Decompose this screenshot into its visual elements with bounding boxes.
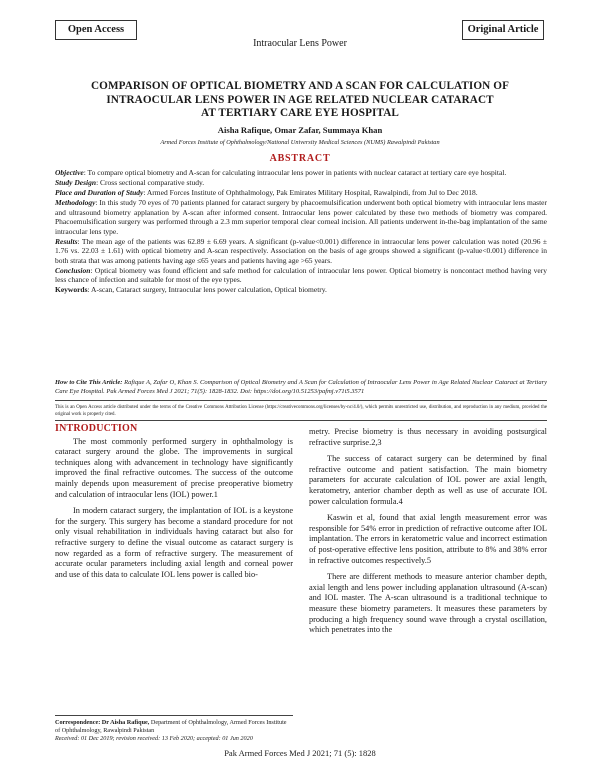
abstract-place [55,188,547,198]
results-label: Results [55,236,78,246]
keywords-text: : A-scan, Cataract surgery, Intraocular lens power calculation, Optical biometry. [87,285,327,294]
page-footer: Pak Armed Forces Med J 2021; 71 (5): 1828 [224,748,376,758]
abstract-design [55,178,547,188]
article-title [80,80,520,121]
received-dates: Received: 01 Dec 2019; revision received: 13 Feb 2020; accepted: 01 Jun 2020 [55,735,253,743]
design-text: : Cross sectional comparative study. [96,178,205,187]
correspondence-text: Department of Ophthalmology, Armed Forces Institute of Ophthalmology, Rawalpindi Pakistan [55,719,287,735]
right-paragraph-3: There are different methods to measure anterior chamber depth, axial length and lens power including applanation ultrasound (A-scan) and IOL master. The A-scan ultrasound is a traditional technique to measure these biometry parameters. It measures these parameters by producing a high frequency sound wave through a crystal oscillation, which penetrates into the [309,572,547,635]
right-paragraph-0: metry. Precise biometry is thus necessary in avoiding postsurgical refractive surprise.2,3 [309,427,547,447]
abstract [55,168,547,295]
correspondence-label: Correspondence: Dr Aisha Rafique, [55,719,150,726]
abstract-objective [55,168,547,178]
right-column [309,427,547,642]
abstract-results [55,237,547,266]
correspondence-address [55,719,293,735]
affiliation: Armed Forces Institute of Ophthalmology/National University Medical Sciences (NUMS) Rawalpindi Pakistan [160,139,440,146]
intro-paragraph-1: The most commonly performed surgery in ophthalmology is cataract surgery around the globe. The improvements in surgical techniques along with advancement in technology have significantly improved the final refractive outcomes. The success of the outcome mainly depends upon measurement of precise preoperative biometry and calculation of intraocular lens (IOL) power.1 [55,436,293,499]
objective-text: : To compare optical biometry and A-scan for calculating intraocular lens power in patients with nuclear cataract at tertiary care eye hospital. [83,168,507,177]
title-line-3: AT TERTIARY CARE EYE HOSPITAL [201,107,399,119]
left-column [55,424,293,586]
results-text: : The mean age of the patients was 62.89 ± 6.69 years. A significant (p-value<0.001) difference in intraocular lens power calculation was noted (20.96 ± 1.76 vs. 22.03 ± 1.61) with optical biometry and A-scan respectively. Association on the basis of age groups showed a significant (p-value<0.001) difference in both strata that was among patients having age ≤65 years and patients having age >65 years. [55,236,547,265]
methodology-label: Methodology [55,198,96,207]
abstract-methodology [55,198,547,236]
introduction-heading: INTRODUCTION [55,423,138,434]
citation-label: How to Cite This Article: [55,379,123,386]
place-label: Place and Duration of Study [55,188,144,197]
conclusion-label: Conclusion [55,265,91,275]
abstract-keywords [55,285,547,295]
license-notice: This is an Open Access article distributed under the terms of the Creative Commons Attribution License (https://creativecommons.org/licenses/by-nc/4.0/), which permits unrestricted use, distribution, and reproduction in any medium, provided the original work is properly cited. [55,400,547,421]
authors: Aisha Rafique, Omar Zafar, Summaya Khan [217,125,383,135]
intro-paragraph-2: In modern cataract surgery, the implantation of IOL is a keystone for the surgery. This surgery has become a standard procedure for not only visual rehabilitation in individuals having cataract but also for refractive surgery to define the visual outcome as cataract surgery is now regarded as a form of refractive surgery. The measurement of accurate ocular parameters including axial length and corneal power and use of this data to calculate IOL lens power is called bio- [55,506,293,579]
title-line-2: INTRAOCULAR LENS POWER IN AGE RELATED NUCLEAR CATARACT [106,93,494,106]
place-text: : Armed Forces Institute of Ophthalmology, Pak Emirates Military Hospital, Rawalpindi, from Jul to Dec 2018. [143,188,478,197]
right-paragraph-2: Kaswin et al, found that axial length measurement error was responsible for 54% error in prediction of refractive outcome after IOL implantation. The errors in keratometric value and incorrect estimation of post-operative effective lens position, attribute to 8% and 38% error in refractive outcomes respectively.5 [309,513,547,565]
citation-text: Rafique A, Zafar O, Khan S. Comparison of Optical Biometry and A Scan for Calculation of Intraocular Lens Power in Age Related Nuclear Cataract at Tertiary Care Eye Hospital. Pak Armed Forces Med J 2021; 71(5): 1828-1832. Doi: https://doi.org/10.51253/pafmj.v71i5.3571 [55,379,547,395]
article-type-badge: Original Article [462,20,544,40]
objective-label: Objective [55,168,84,177]
correspondence [55,715,293,744]
methodology-text: : In this study 70 eyes of 70 patients planned for cataract surgery by phacoemulsification underwent both optical biometry with intraocular lens master and ultrasound biometry applanation by A-scan after informed consent. Intraocular lens power calculated by these two methods of biometry was compared. Phacoemulsification surgery was performed through a 2.3 mm superior temporal clear corneal incision. All patients underwent in-the-bag implantation of the same intraocular lens type. [55,198,547,236]
title-line-1: COMPARISON OF OPTICAL BIOMETRY AND A SCAN FOR CALCULATION OF [90,80,509,92]
running-head: Intraocular Lens Power [253,38,347,49]
conclusion-text: : Optical biometry was found efficient and safe method for calculation of intraocular lens power. Optical biometry is noncontact method having very less chance of infection and suitable for most of the eye types. [55,265,547,284]
design-label: Study Design [55,178,97,187]
citation [55,378,547,396]
abstract-heading: ABSTRACT [269,153,331,164]
keywords-label: Keywords [55,285,88,294]
open-access-badge: Open Access [55,20,137,40]
abstract-conclusion [55,266,547,285]
right-paragraph-1: The success of cataract surgery can be determined by final refractive outcome and patient satisfaction. The main biometry parameters for accurate calculation of IOL power are axial length, keratometry, anterior chamber depth as well as use of accurate IOL power calculation formula.4 [309,454,547,506]
